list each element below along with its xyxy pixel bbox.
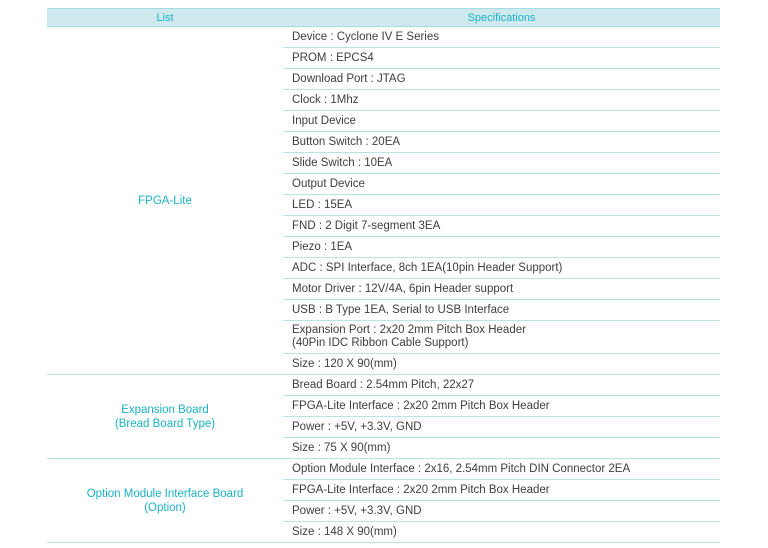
section-label xyxy=(47,375,283,458)
spec-row xyxy=(283,89,720,110)
spec-row-line: Option Module Interface : 2x16, 2.54mm Pitch DIN Connector 2EA xyxy=(292,463,631,475)
spec-row-line: Motor Driver : 12V/4A, 6pin Header support xyxy=(292,283,514,295)
spec-row xyxy=(283,47,720,68)
spec-row-line: Piezo : 1EA xyxy=(292,241,353,253)
spec-row-text xyxy=(292,174,365,194)
spec-row xyxy=(283,353,720,374)
spec-row xyxy=(283,236,720,257)
spec-row-text xyxy=(292,354,397,374)
spec-row-line: Slide Switch : 10EA xyxy=(292,157,393,169)
spec-row-text xyxy=(292,27,439,47)
spec-row-text xyxy=(292,111,356,131)
table-section xyxy=(47,374,720,458)
spec-row xyxy=(283,131,720,152)
spec-row xyxy=(283,278,720,299)
spec-row-line: (40Pin IDC Ribbon Cable Support) xyxy=(292,337,469,349)
spec-row-text xyxy=(292,258,562,278)
spec-row-line: Bread Board : 2.54mm Pitch, 22x27 xyxy=(292,379,475,391)
spec-row-line: Size : 148 X 90(mm) xyxy=(292,526,397,538)
spec-row xyxy=(283,152,720,173)
spec-row-text xyxy=(292,522,397,542)
spec-row-line: PROM : EPCS4 xyxy=(292,52,374,64)
spec-row-text xyxy=(292,417,422,437)
table-section xyxy=(47,27,720,374)
spec-row-text xyxy=(292,237,352,257)
section-label-line: (Bread Board Type) xyxy=(114,417,216,430)
spec-row-line: USB : B Type 1EA, Serial to USB Interface xyxy=(292,304,510,316)
spec-row xyxy=(283,521,720,542)
spec-row-text xyxy=(292,153,392,173)
spec-row-line: Button Switch : 20EA xyxy=(292,136,401,148)
section-rows xyxy=(283,375,720,458)
spec-row-line: Size : 120 X 90(mm) xyxy=(292,358,397,370)
table-section xyxy=(47,458,720,542)
spec-row-text xyxy=(292,195,352,215)
spec-row-text xyxy=(292,132,400,152)
spec-row-line: Power : +5V, +3.3V, GND xyxy=(292,505,422,517)
spec-row xyxy=(283,110,720,131)
spec-row-text xyxy=(292,501,422,521)
spec-row xyxy=(283,299,720,320)
spec-row-line: Device : Cyclone IV E Series xyxy=(292,31,440,43)
spec-row-text xyxy=(292,279,513,299)
spec-row xyxy=(283,320,720,353)
spec-row xyxy=(283,459,720,479)
spec-row-text xyxy=(292,480,550,500)
spec-row xyxy=(283,395,720,416)
spec-row xyxy=(283,215,720,236)
table-header-row xyxy=(47,8,720,27)
spec-row-line: Input Device xyxy=(292,115,356,127)
section-label-line: FPGA-Lite xyxy=(138,194,192,207)
spec-row-line: Clock : 1Mhz xyxy=(292,94,359,106)
spec-row-line: Output Device xyxy=(292,178,365,190)
spec-row-text xyxy=(292,375,474,395)
spec-row xyxy=(283,27,720,47)
section-label-line: Option Module Interface Board xyxy=(86,487,244,500)
spec-row-line: LED : 15EA xyxy=(292,199,353,211)
section-label xyxy=(47,27,283,374)
spec-row-text xyxy=(292,48,374,68)
column-header-list: List xyxy=(156,11,174,24)
section-rows xyxy=(283,459,720,542)
spec-row xyxy=(283,173,720,194)
spec-row-line: FND : 2 Digit 7-segment 3EA xyxy=(292,220,441,232)
spec-row-line: Size : 75 X 90(mm) xyxy=(292,442,391,454)
section-label xyxy=(47,459,283,542)
spec-row-text xyxy=(292,396,550,416)
spec-row-text xyxy=(292,90,358,110)
column-header-specifications: Specifications xyxy=(467,11,536,24)
specifications-table xyxy=(47,8,720,543)
spec-row-text xyxy=(292,324,526,350)
spec-row xyxy=(283,194,720,215)
table-body xyxy=(47,27,720,542)
spec-row-text xyxy=(292,69,406,89)
spec-row-text xyxy=(292,300,509,320)
section-label-line: (Option) xyxy=(144,501,186,514)
spec-row-line: Expansion Port : 2x20 2mm Pitch Box Header xyxy=(292,324,526,336)
section-label-line: Expansion Board xyxy=(121,403,209,416)
spec-row xyxy=(283,479,720,500)
spec-row xyxy=(283,375,720,395)
spec-row xyxy=(283,416,720,437)
section-rows xyxy=(283,27,720,374)
spec-row-line: ADC : SPI Interface, 8ch 1EA(10pin Header Support) xyxy=(292,262,563,274)
spec-row-line: Download Port : JTAG xyxy=(292,73,406,85)
spec-row-line: FPGA-Lite Interface : 2x20 2mm Pitch Box Header xyxy=(292,400,550,412)
spec-row xyxy=(283,437,720,458)
spec-row-line: Power : +5V, +3.3V, GND xyxy=(292,421,422,433)
spec-row-text xyxy=(292,216,440,236)
spec-row-line: FPGA-Lite Interface : 2x20 2mm Pitch Box Header xyxy=(292,484,550,496)
spec-row-text xyxy=(292,459,630,479)
spec-row xyxy=(283,500,720,521)
spec-row xyxy=(283,257,720,278)
spec-row-text xyxy=(292,438,390,458)
spec-row xyxy=(283,68,720,89)
